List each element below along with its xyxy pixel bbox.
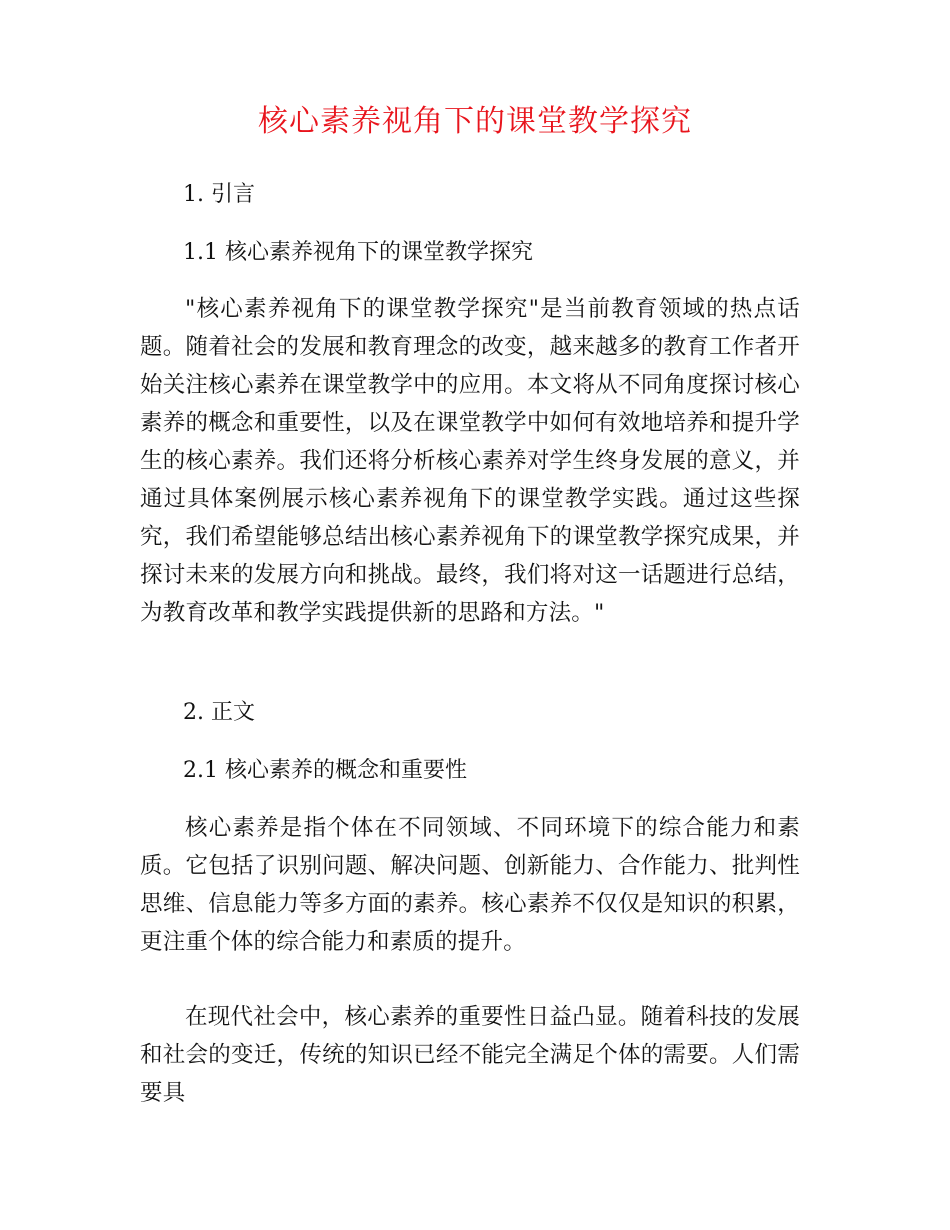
section-heading-main-text: 2. 正文: [183, 700, 255, 725]
subsection-heading-1-1: 1.1 核心素养视角下的课堂教学探究: [183, 240, 533, 265]
subsection-heading-2-1: 2.1 核心素养的概念和重要性: [183, 758, 467, 783]
document-title: 核心素养视角下的课堂教学探究: [258, 104, 692, 139]
paragraph-introduction: "核心素养视角下的课堂教学探究"是当前教育领域的热点话题。随着社会的发展和教育理念的改变，越来越多的教育工作者开始关注核心素养在课堂教学中的应用。本文将从不同角度探讨核心素养的概念和重要性，以及在课堂教学中如何有效地培养和提升学生的核心素养。我们还将分析核心素养对学生终身发展的意义，并通过具体案例展示核心素养视角下的课堂教学实践。通过这些探究，我们希望能够总结出核心素养视角下的课堂教学探究成果，并探讨未来的发展方向和挑战。最终，我们将对这一话题进行总结，为教育改革和教学实践提供新的思路和方法。": [140, 296, 800, 626]
section-heading-introduction: 1. 引言: [183, 182, 255, 207]
paragraph-concept: 核心素养是指个体在不同领域、不同环境下的综合能力和素质。它包括了识别问题、解决问题、创新能力、合作能力、批判性思维、信息能力等多方面的素养。核心素养不仅仅是知识的积累，更注重个体的综合能力和素质的提升。: [140, 815, 800, 955]
paragraph-importance: 在现代社会中，核心素养的重要性日益凸显。随着科技的发展和社会的变迁，传统的知识已经不能完全满足个体的需要。人们需要具: [140, 1004, 800, 1106]
